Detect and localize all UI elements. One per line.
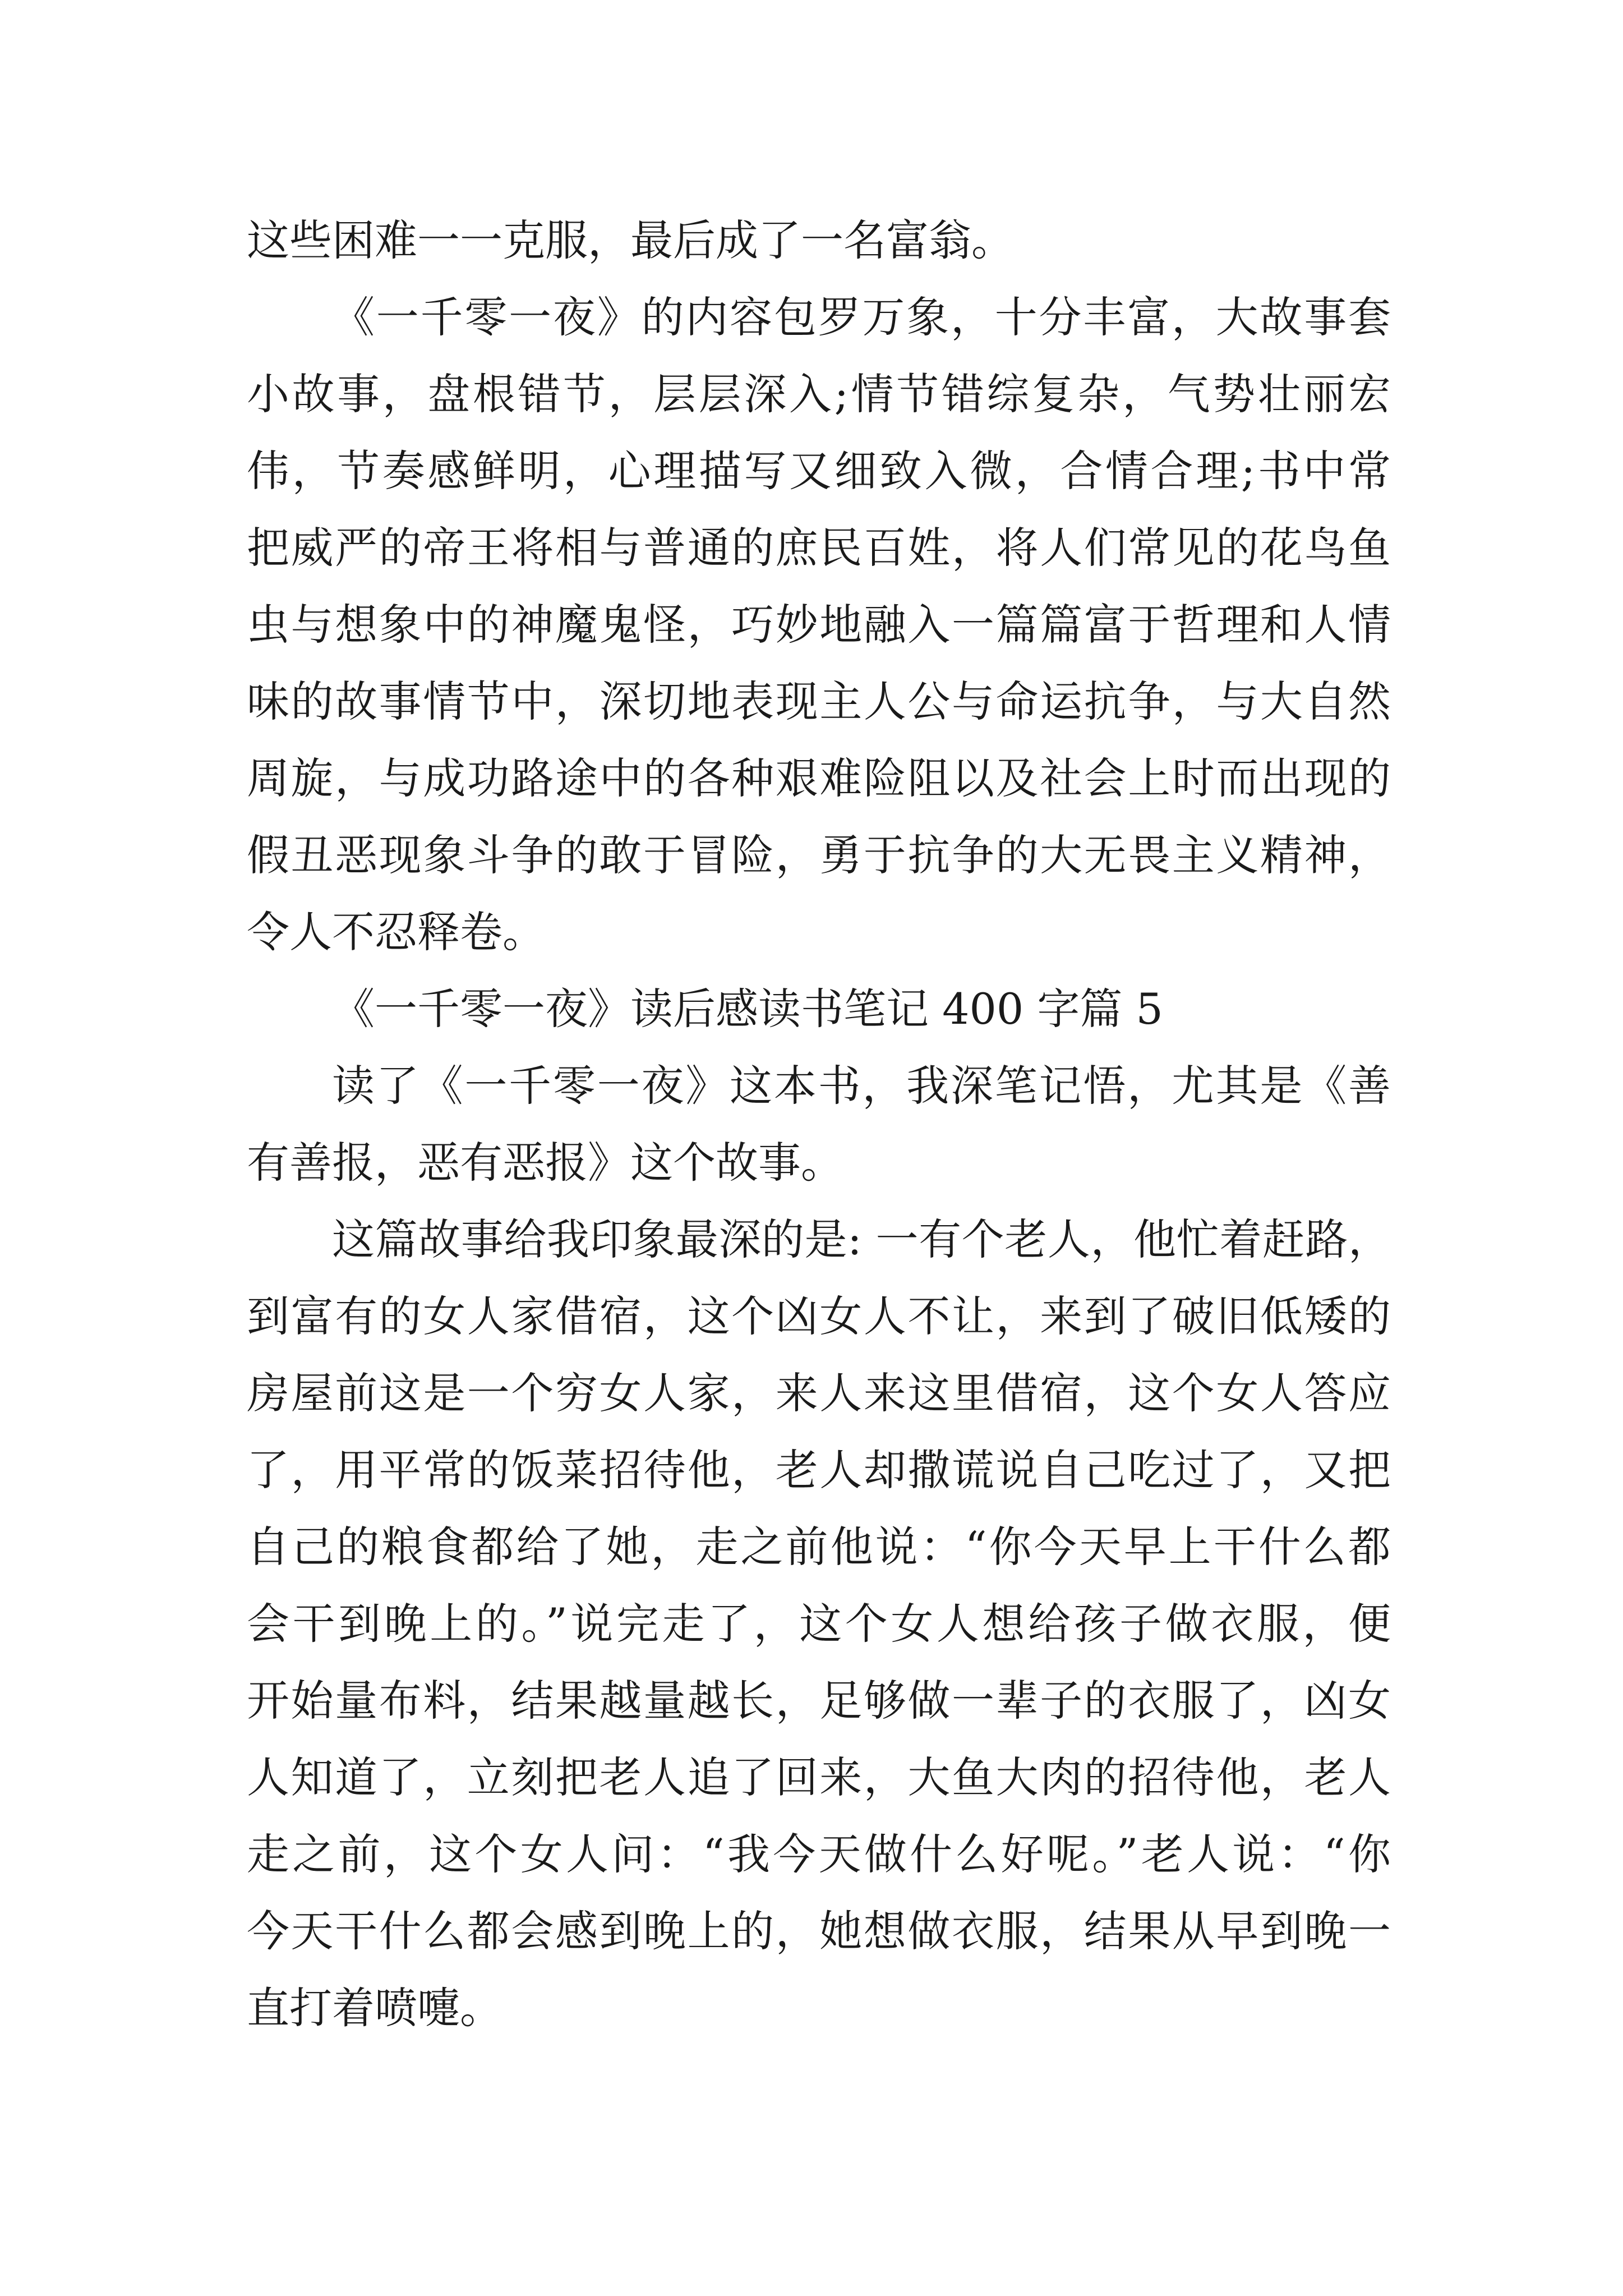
paragraph-line: 把威严的帝王将相与普通的庶民百姓，将人们常见的花鸟鱼 — [247, 523, 1391, 573]
paragraph-line: 人知道了，立刻把老人追了回来，大鱼大肉的招待他，老人 — [247, 1752, 1391, 1802]
paragraph-line: 今天干什么都会感到晚上的，她想做衣服，结果从早到晚一 — [247, 1906, 1391, 1956]
paragraph-line: 了，用平常的饭菜招待他，老人却撒谎说自己吃过了，又把 — [247, 1445, 1391, 1495]
paragraph-line: 味的故事情节中，深切地表现主人公与命运抗争，与大自然 — [247, 677, 1391, 726]
paragraph-line: 走之前，这个女人问：“我今天做什么好呢。”老人说：“你 — [247, 1829, 1391, 1879]
paragraph-line: 自己的粮食都给了她，走之前他说：“你今天早上干什么都 — [247, 1522, 1391, 1572]
paragraph-line: 有善报，恶有恶报》这个故事。 — [247, 1138, 843, 1188]
body-text — [247, 202, 1391, 2046]
paragraph-line: 《一千零一夜》的内容包罗万象，十分丰富，大故事套 — [332, 292, 1391, 342]
paragraph-line: 房屋前这是一个穷女人家，来人来这里借宿，这个女人答应 — [247, 1368, 1391, 1418]
paragraph-line: 开始量布料，结果越量越长，足够做一辈子的衣服了，凶女 — [247, 1676, 1391, 1726]
paragraph-line: 虫与想象中的神魔鬼怪，巧妙地融入一篇篇富于哲理和人情 — [247, 600, 1391, 650]
paragraph-line: 读了《一千零一夜》这本书，我深笔记悟，尤其是《善 — [332, 1061, 1391, 1111]
paragraph-line: 到富有的女人家借宿，这个凶女人不让，来到了破旧低矮的 — [247, 1291, 1391, 1341]
paragraph-line: 这篇故事给我印象最深的是: 一有个老人，他忙着赶路， — [332, 1214, 1391, 1264]
paragraph-line: 伟，节奏感鲜明，心理描写又细致入微，合情合理;书中常 — [247, 446, 1391, 496]
paragraph-line: 令人不忍释卷。 — [247, 907, 545, 957]
paragraph-line: 假丑恶现象斗争的敢于冒险，勇于抗争的大无畏主义精神， — [247, 830, 1391, 880]
paragraph-line: 小故事，盘根错节，层层深入;情节错综复杂，气势壮丽宏 — [247, 369, 1391, 419]
paragraph-line: 这些困难一一克服，最后成了一名富翁。 — [247, 215, 1014, 265]
paragraph-line: 直打着喷嚏。 — [247, 1983, 502, 2033]
paragraph-line: 会干到晚上的。”说完走了，这个女人想给孩子做衣服，便 — [247, 1599, 1391, 1649]
paragraph-line: 周旋，与成功路途中的各种艰难险阻以及社会上时而出现的 — [247, 753, 1391, 803]
section-heading: 《一千零一夜》读后感读书笔记 400 字篇 5 — [332, 984, 1163, 1034]
